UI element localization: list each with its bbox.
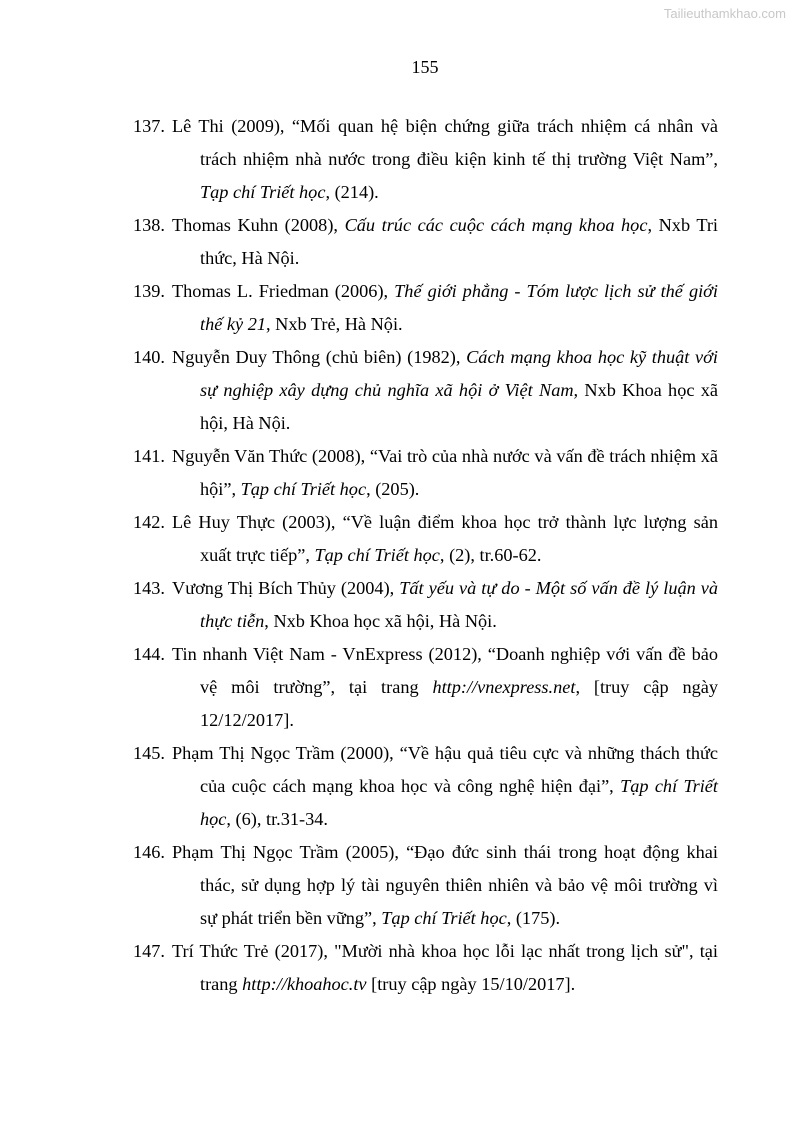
- reference-text: Nguyễn Văn Thức (2008), “Vai trò của nhà nước và vấn đề trách nhiệm xã hội”,: [172, 446, 718, 499]
- watermark: Tailieuthamkhao.com: [663, 6, 786, 21]
- reference-number: 147.: [133, 941, 165, 961]
- reference-number: 142.: [133, 512, 165, 532]
- reference-text: Lê Huy Thực (2003), “Về luận điểm khoa học trở thành lực lượng sản xuất trực tiếp”,: [172, 512, 718, 565]
- reference-title-italic: Tất yếu và tự do - Một số vấn đề lý luận và thực tiễn: [200, 578, 719, 631]
- reference-title-italic: http://khoahoc.tv: [242, 974, 367, 994]
- reference-text: Phạm Thị Ngọc Trầm (2005), “Đạo đức sinh thái trong hoạt động khai thác, sử dụng hợp lý tài nguyên thiên nhiên và bảo vệ môi trường vì sự phát triển bền vững”,: [172, 842, 718, 928]
- reference-title-italic: Tạp chí Triết học: [200, 776, 718, 829]
- reference-title-italic: Cấu trúc các cuộc cách mạng khoa học: [344, 215, 648, 235]
- reference-number: 144.: [133, 644, 165, 664]
- reference-title-italic: Tạp chí Triết học: [200, 182, 326, 202]
- reference-text: Trí Thức Trẻ (2017), "Mười nhà khoa học lỗi lạc nhất trong lịch sử", tại trang: [172, 941, 718, 994]
- reference-title-italic: Tạp chí Triết học: [381, 908, 507, 928]
- reference-text: [truy cập ngày 15/10/2017].: [366, 974, 576, 994]
- reference-item: [133, 209, 718, 275]
- reference-item: [133, 341, 718, 440]
- reference-item: [133, 737, 718, 836]
- reference-text: , (214).: [325, 182, 379, 202]
- reference-text: , (2), tr.60-62.: [439, 545, 542, 565]
- reference-text: Vương Thị Bích Thủy (2004),: [172, 578, 400, 598]
- reference-title-italic: Tạp chí Triết học: [314, 545, 440, 565]
- reference-text: Phạm Thị Ngọc Trầm (2000), “Về hậu quả tiêu cực và những thách thức của cuộc cách mạng khoa học và công nghệ hiện đại”,: [172, 743, 718, 796]
- reference-text: Tin nhanh Việt Nam - VnExpress (2012), “Doanh nghiệp với vấn đề bảo vệ môi trường”, tại trang: [172, 644, 718, 697]
- reference-text: , (175).: [506, 908, 561, 928]
- reference-text: , [truy cập ngày 12/12/2017].: [200, 677, 718, 730]
- reference-text: Thomas Kuhn (2008),: [172, 215, 345, 235]
- reference-item: [133, 440, 718, 506]
- reference-number: 137.: [133, 116, 165, 136]
- page-number: 155: [411, 57, 439, 77]
- reference-item: [133, 572, 718, 638]
- reference-number: 146.: [133, 842, 165, 862]
- reference-text: , Nxb Khoa học xã hội, Hà Nội.: [264, 611, 497, 631]
- reference-text: , (6), tr.31-34.: [226, 809, 328, 829]
- reference-number: 145.: [133, 743, 165, 763]
- reference-number: 140.: [133, 347, 165, 367]
- reference-number: 143.: [133, 578, 165, 598]
- reference-item: [133, 506, 718, 572]
- reference-text: , Nxb Trẻ, Hà Nội.: [265, 314, 403, 334]
- reference-text: Lê Thi (2009), “Mối quan hệ biện chứng giữa trách nhiệm cá nhân và trách nhiệm nhà nước trong điều kiện kinh tế thị trường Việt Nam”,: [172, 116, 718, 169]
- reference-title-italic: http://vnexpress.net: [432, 677, 576, 697]
- reference-number: 138.: [133, 215, 165, 235]
- reference-text: Nguyễn Duy Thông (chủ biên) (1982),: [172, 347, 467, 367]
- reference-title-italic: Tạp chí Triết học: [240, 479, 367, 499]
- reference-number: 141.: [133, 446, 165, 466]
- reference-item: [133, 638, 718, 737]
- reference-item: [133, 935, 718, 1001]
- reference-text: Thomas L. Friedman (2006),: [172, 281, 395, 301]
- reference-title-italic: Cách mạng khoa học kỹ thuật với sự nghiệp xây dựng chủ nghĩa xã hội ở Việt Nam,: [200, 347, 718, 400]
- reference-number: 139.: [133, 281, 165, 301]
- reference-item: [133, 836, 718, 935]
- reference-list: [133, 110, 718, 1001]
- reference-text: , (205).: [366, 479, 420, 499]
- reference-text: Nxb Khoa học xã hội, Hà Nội.: [200, 380, 719, 433]
- reference-item: [133, 275, 718, 341]
- reference-title-italic: Thế giới phẳng - Tóm lược lịch sử thế giới thế kỷ 21: [200, 281, 719, 334]
- reference-text: , Nxb Tri thức, Hà Nội.: [200, 215, 719, 268]
- reference-item: [133, 110, 718, 209]
